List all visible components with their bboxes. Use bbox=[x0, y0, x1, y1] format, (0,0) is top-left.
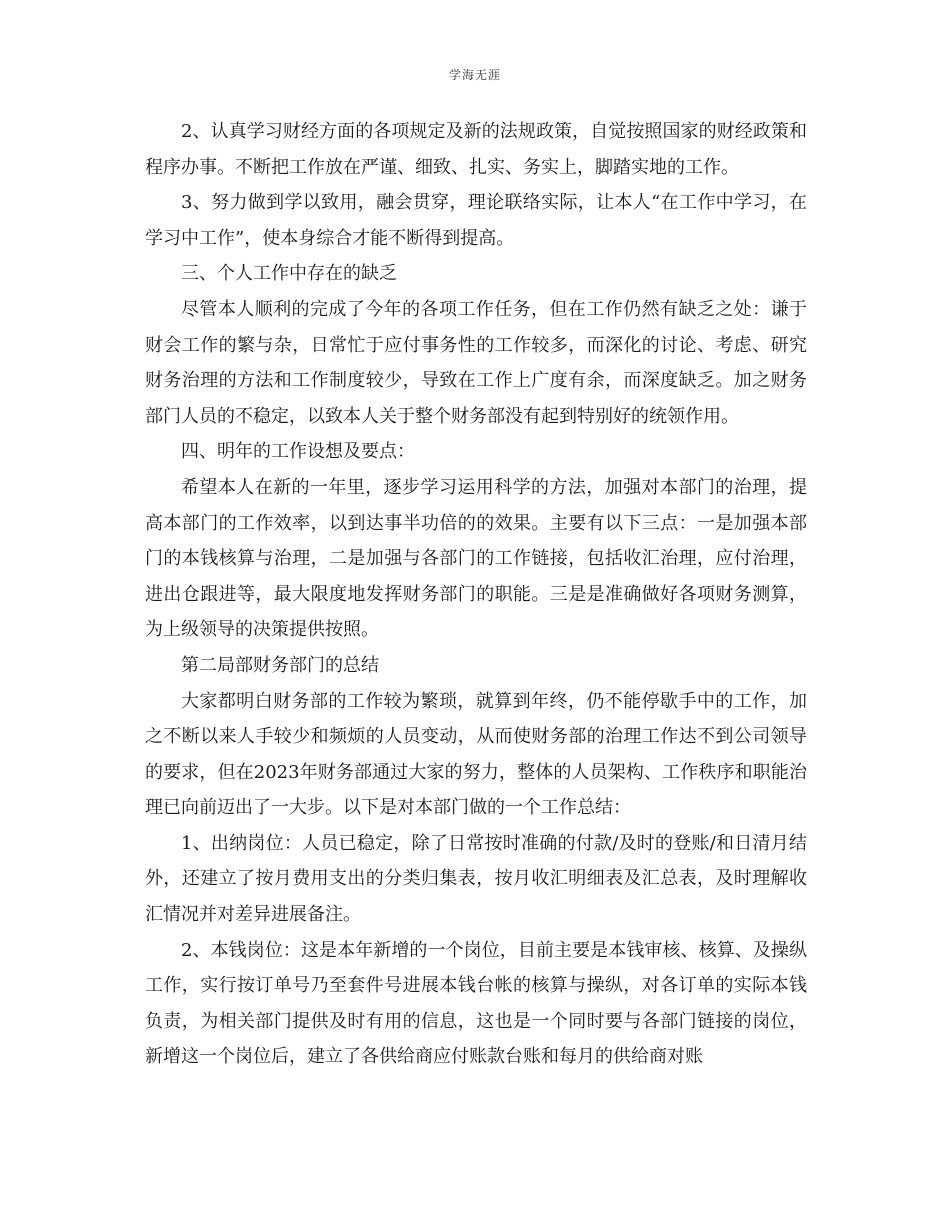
section-heading: 第二局部财务部门的总结 bbox=[181, 654, 379, 676]
section-heading: 三、个人工作中存在的缺乏 bbox=[181, 263, 397, 285]
paragraph: 2、本钱岗位：这是本年新增的一个岗位，目前主要是本钱审核、核算、及操纵工作，实行按订单号乃至套件号进展本钱台帐的核算与操纵，对各订单的实际本钱负责，为相关部门提供及时有用的信息，这也是一个同时要与各部门链接的岗位，新增这一个岗位后，建立了各供给商应付账款台账和每月的供给商对账 bbox=[145, 939, 807, 1068]
paragraph: 尽管本人顺利的完成了今年的各项工作任务，但在工作仍然有缺乏之处：谦于财会工作的繁与杂，日常忙于应付事务性的工作较多，而深化的讨论、考虑、研究财务治理的方法和工作制度较少，导致在工作上广度有余，而深度缺乏。加之财务部门人员的不稳定，以致本人关于整个财务部没有起到特别好的统领作用。 bbox=[145, 298, 807, 427]
paragraph: 大家都明白财务部的工作较为繁琐，就算到年终，仍不能停歇手中的工作，加之不断以来人手较少和频烦的人员变动，从而使财务部的治理工作达不到公司领导的要求，但在2023年财务部通过大家的努力，整体的人员架构、工作秩序和职能治理已向前迈出了一大步。以下是对本部门做的一个工作总结： bbox=[145, 690, 807, 819]
paragraph: 希望本人在新的一年里，逐步学习运用科学的方法，加强对本部门的治理，提高本部门的工作效率，以到达事半功倍的的效果。主要有以下三点：一是加强本部门的本钱核算与治理，二是加强与各部门的工作链接，包括收汇治理，应付治理，进出仓跟进等，最大限度地发挥财务部门的职能。三是是准确做好各项财务测算，为上级领导的决策提供按照。 bbox=[145, 476, 807, 641]
paragraph: 3、努力做到学以致用，融会贯穿，理论联络实际，让本人“在工作中学习，在学习中工作”，使本身综合才能不断得到提高。 bbox=[145, 192, 807, 249]
section-heading: 四、明年的工作设想及要点： bbox=[181, 441, 415, 463]
page-header: 学海无涯 bbox=[448, 68, 501, 82]
paragraph: 2、认真学习财经方面的各项规定及新的法规政策，自觉按照国家的财经政策和程序办事。不断把工作放在严谨、细致、扎实、务实上，脚踏实地的工作。 bbox=[145, 121, 807, 178]
document-body bbox=[145, 114, 807, 1075]
paragraph: 1、出纳岗位：人员已稳定，除了日常按时准确的付款/及时的登账/和日清月结外，还建立了按月费用支出的分类归集表，按月收汇明细表及汇总表，及时理解收汇情况并对差异进展备注。 bbox=[145, 832, 807, 926]
